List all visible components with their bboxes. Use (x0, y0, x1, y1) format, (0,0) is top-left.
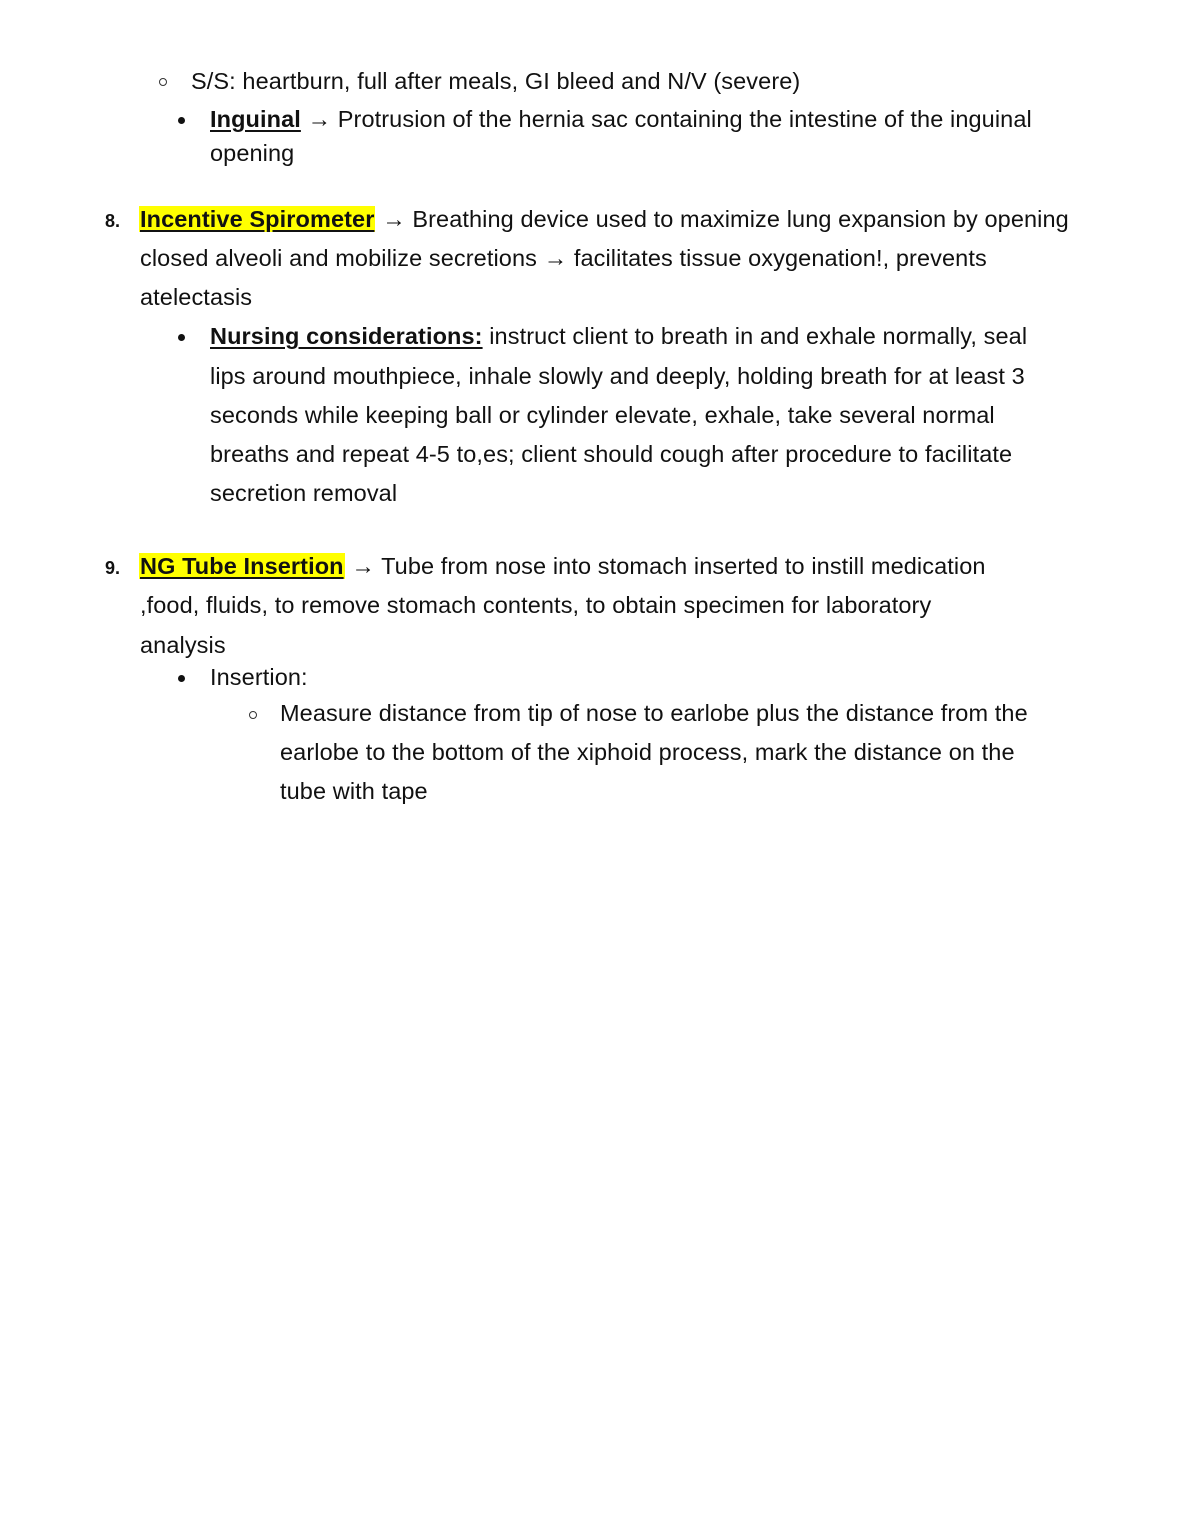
bullet-solid (178, 117, 185, 124)
inguinal-definition: → Protrusion of the hernia sac containing the intestine of the inguinal (307, 106, 1032, 132)
measure-step-cont-1: earlobe to the bottom of the xiphoid process, mark the distance on the (280, 739, 1015, 765)
incentive-spirometer-def-cont-1: closed alveoli and mobilize secretions → facilitates tissue oxygenation!, prevents (140, 245, 987, 271)
nursing-considerations-cont-4: secretion removal (210, 480, 398, 506)
nursing-considerations-cont-1: lips around mouthpiece, inhale slowly and deeply, holding breath for at least 3 (210, 363, 1025, 389)
ng-tube-def-cont-1: ,food, fluids, to remove stomach contents, to obtain specimen for laboratory (140, 592, 932, 618)
ng-tube-line (139, 551, 986, 581)
nursing-considerations-term: Nursing considerations: (210, 323, 483, 349)
bullet-solid (178, 334, 185, 341)
incentive-spirometer-line (139, 204, 1069, 234)
nursing-considerations-line (210, 321, 1027, 351)
insertion-heading: Insertion: (210, 664, 308, 690)
incentive-spirometer-term: Incentive Spirometer (140, 206, 375, 232)
bullet-solid (178, 675, 185, 682)
ng-tube-definition: → Tube from nose into stomach inserted to instill medication (351, 553, 986, 579)
inguinal-term: Inguinal (210, 106, 301, 132)
list-number-8: 8. (105, 211, 121, 231)
nursing-considerations-cont-3: breaths and repeat 4-5 to,es; client should cough after procedure to facilitate (210, 441, 1013, 467)
nursing-considerations-text: instruct client to breath in and exhale normally, seal (489, 323, 1028, 349)
sub-bullet-hollow (249, 711, 257, 719)
measure-step-cont-2: tube with tape (280, 778, 428, 804)
ng-tube-term: NG Tube Insertion (140, 553, 344, 579)
measure-step: Measure distance from tip of nose to earlobe plus the distance from the (280, 700, 1028, 726)
list-number-9: 9. (105, 558, 121, 578)
sub-bullet-hollow (159, 78, 167, 86)
nursing-considerations-cont-2: seconds while keeping ball or cylinder elevate, exhale, take several normal (210, 402, 995, 428)
inguinal-definition-cont: opening (210, 140, 295, 166)
ng-tube-def-cont-2: analysis (140, 632, 226, 658)
incentive-spirometer-def-cont-2: atelectasis (140, 284, 253, 310)
inguinal-line (210, 104, 1032, 134)
incentive-spirometer-definition: → Breathing device used to maximize lung expansion by opening (382, 206, 1069, 232)
hiatal-signs-symptoms: S/S: heartburn, full after meals, GI bleed and N/V (severe) (191, 68, 801, 94)
